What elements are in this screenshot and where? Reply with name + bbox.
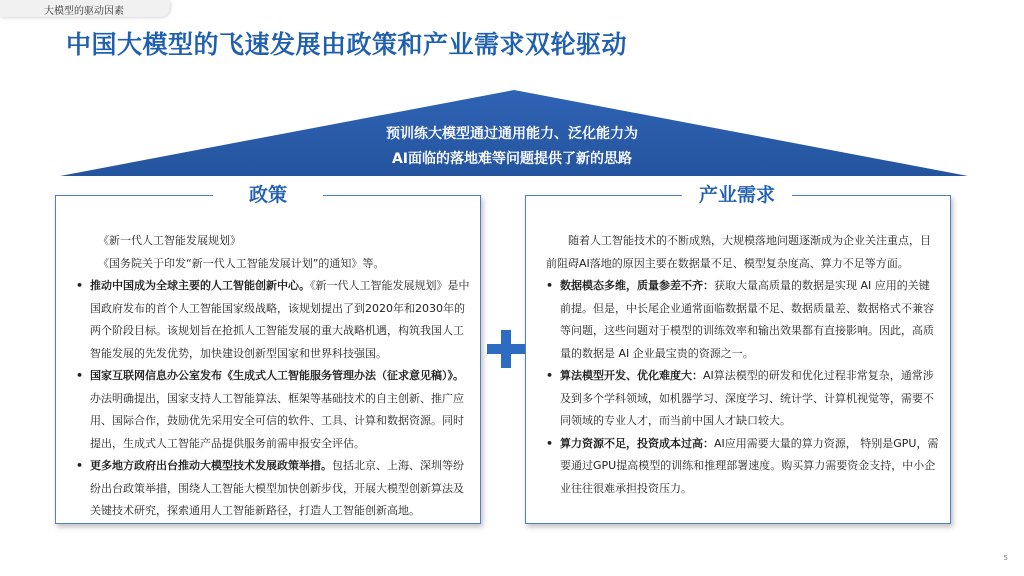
page-title: 中国大模型的飞速发展由政策和产业需求双轮驱动 — [66, 30, 628, 59]
demand-bullet-2-text: AI算法模型的研发和优化过程非常复杂，通常涉及到多个学科领域，如机器学习、深度学习、统计学、计算机视觉等，需要不同领域的专业人才，而当前中国人才缺口较大。 — [560, 369, 934, 427]
policy-bullet-1 — [76, 275, 470, 365]
policy-bullet-1-text: 《新一代人工智能发展规划》是中国政府发布的首个人工智能国家级战略，该规划提出了到2020年和2030年的两个阶段目标。该规划旨在抢抓人工智能发展的重大战略机遇，构筑我国人工智能发展的先发优势，加快建设创新型国家和世界科技强国。 — [90, 279, 470, 360]
policy-bullet-2-lead: 国家互联网信息办公室发布《生成式人工智能服务管理办法（征求意见稿）》。 — [90, 369, 464, 382]
demand-heading: 产业需求 — [682, 180, 792, 210]
demand-intro: 随着人工智能技术的不断成熟，大规模落地问题逐渐成为企业关注重点，目前阻碍AI落地的原因主要在数据量不足、模型复杂度高、算力不足等方面。 — [546, 234, 931, 270]
section-tab — [0, 0, 170, 17]
demand-bullet-3 — [546, 433, 940, 501]
demand-bullet-1 — [546, 275, 940, 365]
policy-bullet-3-lead: 更多地方政府出台推动大模型技术发展政策举措。 — [90, 459, 332, 472]
policy-bullet-2-text: 办法明确提出，国家支持人工智能算法、框架等基础技术的自主创新、推广应用、国际合作，鼓励优先采用安全可信的软件、工具、计算和数据资源。同时提出，生成式人工智能产品提供服务前需申报安全评估。 — [90, 391, 464, 450]
policy-bullet-2 — [76, 365, 470, 455]
plus-icon — [487, 330, 525, 368]
policy-bullet-3 — [76, 455, 470, 523]
demand-bullet-2 — [546, 365, 940, 433]
demand-bullet-3-lead: 算力资源不足，投资成本过高： — [560, 436, 714, 450]
policy-intro-1: 《新一代人工智能发展规划》 — [98, 234, 241, 247]
policy-heading: 政策 — [213, 180, 323, 210]
policy-panel — [55, 195, 481, 524]
section-tab-label: 大模型的驱动因素 — [44, 6, 124, 17]
roof-caption — [310, 122, 714, 172]
roof-line-2: AI面临的落地难等问题提供了新的思路 — [391, 151, 633, 167]
policy-bullet-1-lead: 推动中国成为全球主要的人工智能创新中心。 — [90, 279, 310, 292]
roof-line-1: 预训练大模型通过通用能力、泛化能力为 — [386, 126, 638, 142]
demand-bullet-1-text: 获取大量高质量的数据是实现 AI 应用的关键前提。但是，中长尾企业通常面临数据量不足、数据质量差、数据格式不兼容等问题，这些问题对于模型的训练效率和输出效果都有直接影响。因此，高质量的数据是 AI 企业最宝贵的资源之一。 — [560, 279, 934, 360]
policy-body — [76, 230, 470, 523]
plus-bar-vertical — [501, 330, 511, 368]
page-number: 5 — [1003, 554, 1008, 562]
demand-body — [546, 230, 940, 500]
policy-intro-2: 《国务院关于印发“新一代人工智能发展计划”的通知》等。 — [98, 256, 385, 270]
policy-bullet-3-text: 包括北京、上海、深圳等纷纷出台政策举措，围绕人工智能大模型加快创新步伐，开展大模型创新算法及关键技术研究，探索通用人工智能新路径，打造人工智能创新高地。 — [90, 459, 464, 517]
demand-bullet-2-lead: 算法模型开发、优化难度大： — [560, 369, 703, 382]
demand-panel — [525, 195, 951, 524]
demand-bullet-3-text: AI应用需要大量的算力资源， 特别是GPU，需要通过GPU提高模型的训练和推理部署速度。购买算力需要资金支持，中小企业往往很难承担投资压力。 — [560, 436, 939, 495]
demand-bullet-1-lead: 数据模态多维，质量参差不齐： — [560, 279, 714, 292]
